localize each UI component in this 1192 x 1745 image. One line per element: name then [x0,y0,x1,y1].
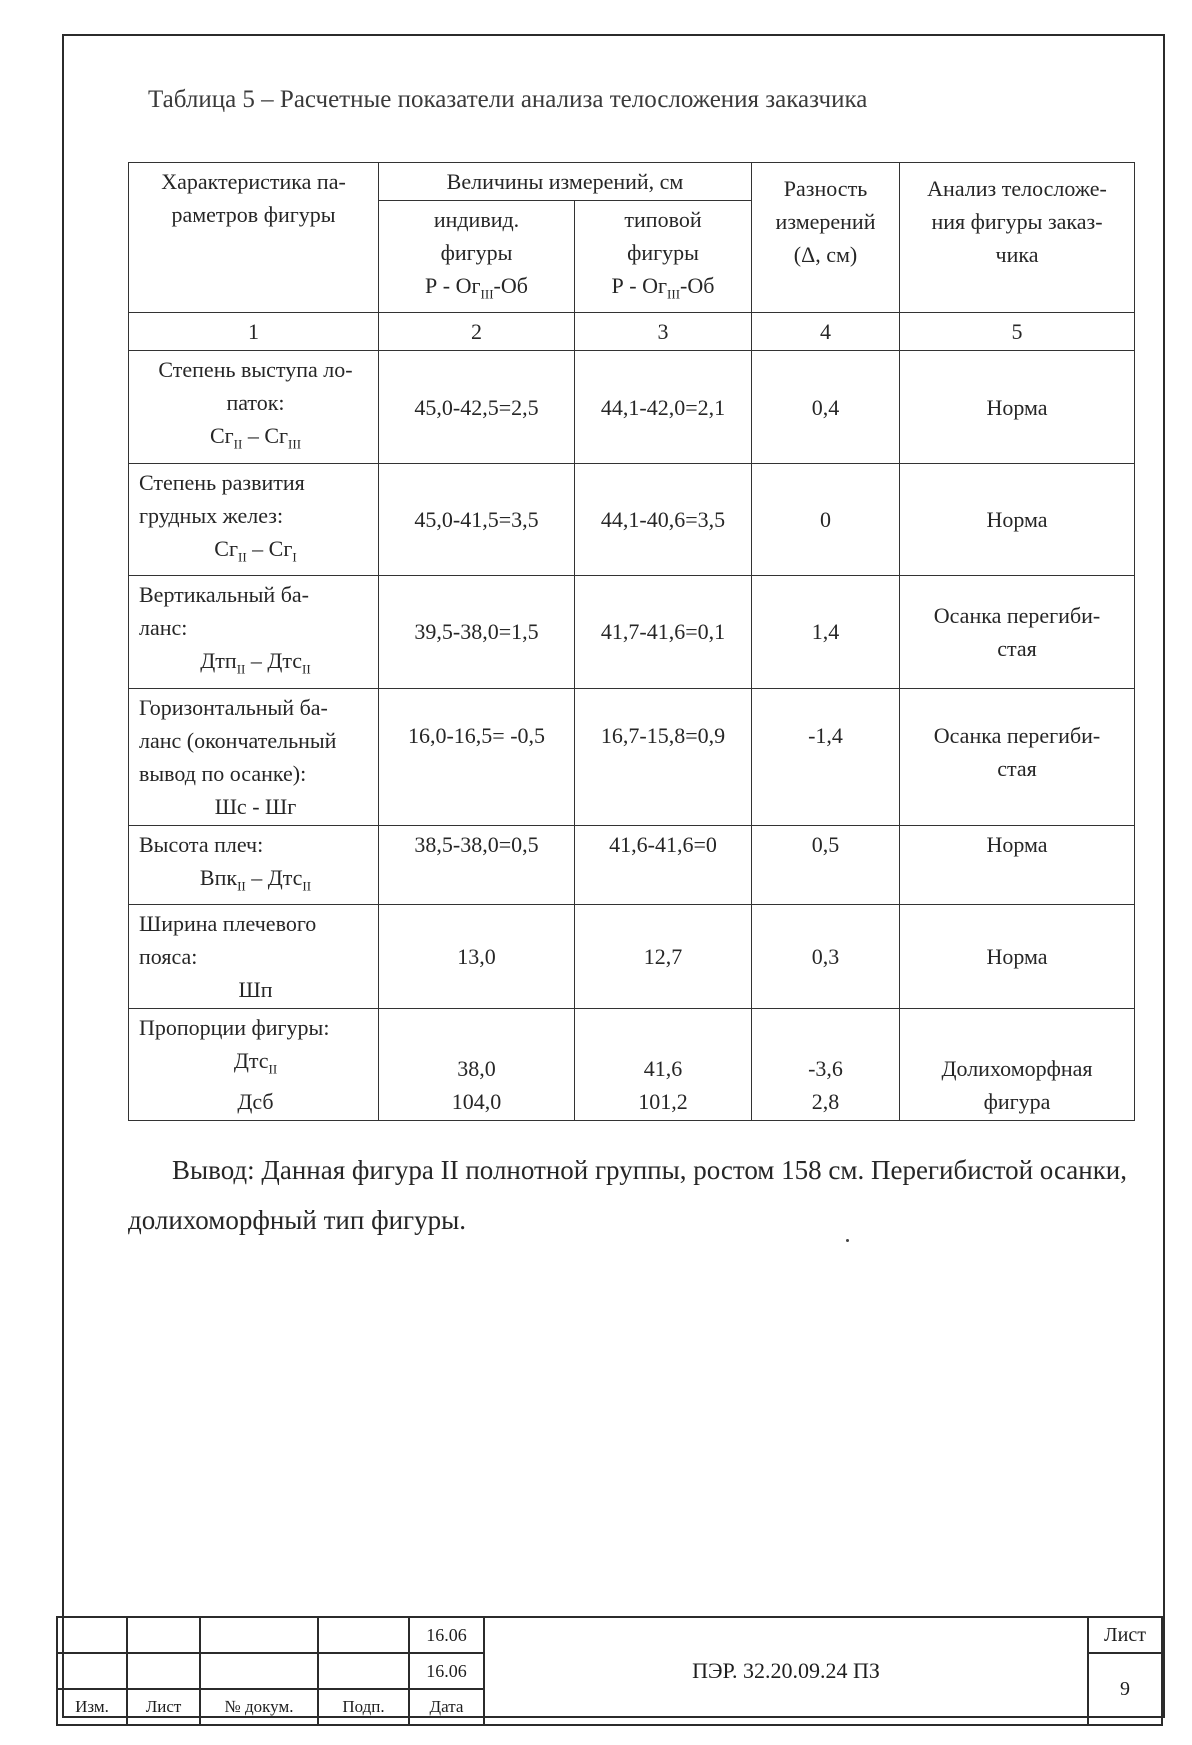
document-code: ПЭР. 32.20.09.24 ПЗ [484,1617,1088,1725]
analysis-table [128,162,1135,1121]
row-param: Степень выступа ло- паток: $Сг_{II} - Сг_{III}$ [129,351,379,463]
header-typical: типовой фигуры Р - $Ог_{III}-Об$ [575,201,752,313]
row-param: Пропорции фигуры: Дтс$_{II}$ Дсб [129,1008,379,1120]
column-numbers-row: 1 2 3 4 5 [129,313,1135,351]
header-measurements: Величины измерений, см [379,163,752,201]
conclusion-text: Вывод: Данная фигура II полнотной группы, ростом 158 см. Перегибистой осанки, долихоморфный тип фигуры. [128,1155,1128,1235]
row-param: Горизонтальный ба- ланс (окончательный вывод по осанке): Шс - Шг [129,688,379,825]
label-doc-number: № докум. [200,1689,318,1725]
row-param: Ширина плечевого пояса: Шп [129,904,379,1008]
row-param: Степень развития грудных желез: $Сг_{II} - Сг_I$ [129,463,379,575]
table-row: Вертикальный ба- ланс: Дтп$_{II}$ – Дтс$_{II}$ 39,5-38,0=1,5 41,7-41,6=0,1 1,4 Осанка перегиби- стая [129,576,1135,688]
header-individual: индивид. фигуры Р - $Ог_{III}-Об$ [379,201,575,313]
table-row: Высота плеч: Впк$_{II}$ – Дтс$_{II}$ 38,5-38,0=0,5 41,6-41,6=0 0,5 Норма [129,825,1135,904]
header-difference: Разность измерений (Δ, см) [752,163,900,313]
row-param: Вертикальный ба- ланс: Дтп$_{II}$ – Дтс$_{II}$ [129,576,379,688]
label-sheet: Лист [127,1689,200,1725]
table-caption: Таблица 5 – Расчетные показатели анализа телосложения заказчика [148,86,868,113]
header-analysis: Анализ телосложе- ния фигуры заказ- чика [900,163,1135,313]
row-param: Высота плеч: Впк$_{II}$ – Дтс$_{II}$ [129,825,379,904]
title-block [56,1616,1163,1720]
label-signature: Подп. [318,1689,409,1725]
date-1: 16.06 [409,1617,484,1653]
table-row: Степень развития грудных желез: $Сг_{II} - Сг_I$ 45,0-41,5=3,5 44,1-40,6=3,5 0 Норма [129,463,1135,575]
table-row: Горизонтальный ба- ланс (окончательный вывод по осанке): Шс - Шг 16,0-16,5= -0,5 16,7-15,8=0,9 -1,4 Осанка перегиби- стая [129,688,1135,825]
sheet-number: 9 [1088,1653,1162,1725]
label-date: Дата [409,1689,484,1725]
table-row: Степень выступа ло- паток: $Сг_{II} - Сг_{III}$ 45,0-42,5=2,5 44,1-42,0=2,1 0,4 Норма [129,351,1135,463]
label-change: Изм. [57,1689,127,1725]
header-row-1 [129,163,1135,201]
sheet-label: Лист [1088,1617,1162,1653]
speck [846,1239,849,1242]
header-param: Характеристика па- раметров фигуры [129,163,379,313]
table-row: Ширина плечевого пояса: Шп 13,0 12,7 0,3 Норма [129,904,1135,1008]
date-2: 16.06 [409,1653,484,1689]
table-row: Пропорции фигуры: Дтс$_{II}$ Дсб 38,0 104,0 41,6 101,2 -3,6 2,8 Долихоморфная фигура [129,1008,1135,1120]
